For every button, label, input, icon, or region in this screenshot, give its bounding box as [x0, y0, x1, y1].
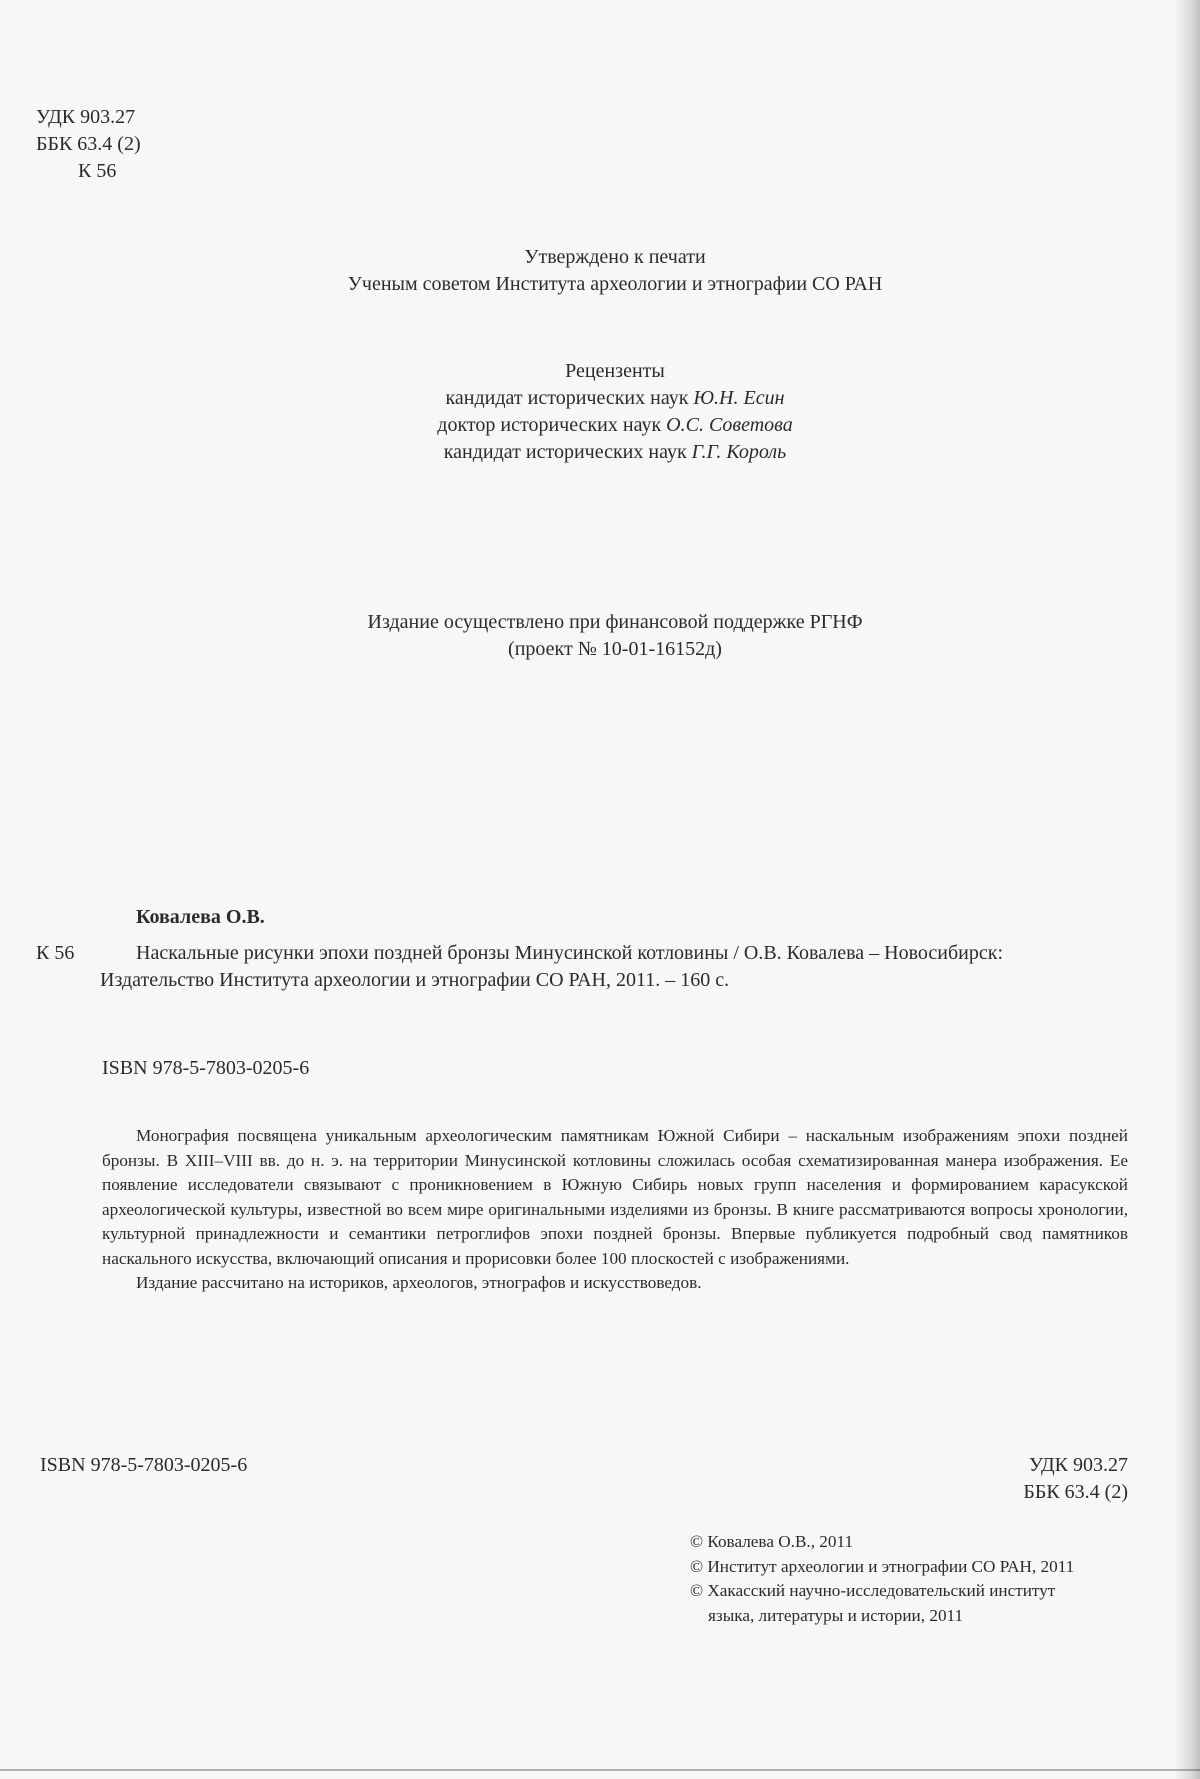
- catalog-codes-bottom: [1023, 1452, 1128, 1506]
- reviewer-1: кандидат исторических наук Ю.Н. Есин: [445, 387, 785, 409]
- bib-line-1: Наскальные рисунки эпохи поздней бронзы Минусинской котловины / О.В. Ковалева – Новосибирск:: [136, 942, 1004, 964]
- isbn-line: ISBN 978-5-7803-0205-6: [102, 1057, 310, 1079]
- reviewers-block: [0, 358, 1200, 466]
- bibliographic-description: [100, 940, 1126, 994]
- reviewer-3-name: Г.Г. Король: [691, 441, 787, 463]
- bib-author-mark: К 56: [36, 942, 75, 964]
- reviewers-heading: Рецензенты: [565, 360, 665, 382]
- funding-block: [0, 609, 1200, 663]
- isbn-bottom: ISBN 978-5-7803-0205-6: [40, 1454, 248, 1476]
- copyright-2: © Институт археологии и этнографии СО РАН, 2011: [690, 1556, 1075, 1576]
- page-edge-shadow: [1174, 0, 1200, 1779]
- udk-code: УДК 903.27: [36, 106, 136, 128]
- abstract-paragraph-1: Монография посвящена уникальным археологическим памятникам Южной Сибири – наскальным изображениям эпохи поздней бронзы. В XIII–VIII вв. до н. э. на территории Минусинской котловины сложилась особая схематизированная манера изображения. Ее появление исследователи связывают с проникновением в Южную Сибирь новых групп населения и формированием карасукской археологической культуры, известной во всем мире оригинальными изделиями из бронзы. В книге рассматриваются вопросы хронологии, культурной принадлежности и семантики петроглифов эпохи поздней бронзы. Впервые публикуется подробный свод памятников наскального искусства, включающий описания и прорисовки более 100 плоскостей с изображениями.: [102, 1126, 1128, 1268]
- bbk-code-bottom: ББК 63.4 (2): [1023, 1481, 1128, 1503]
- approval-line-2: Ученым советом Института археологии и этнографии СО РАН: [347, 273, 883, 295]
- funding-line-2: (проект № 10-01-16152д): [508, 638, 722, 660]
- approval-block: [0, 244, 1200, 298]
- approval-line-1: Утверждено к печати: [524, 246, 706, 268]
- funding-line-1: Издание осуществлено при финансовой поддержке РГНФ: [367, 611, 863, 633]
- reviewer-2: доктор исторических наук О.С. Советова: [437, 414, 793, 436]
- copyright-block: [690, 1530, 1130, 1628]
- bbk-code: ББК 63.4 (2): [36, 133, 141, 155]
- copyright-1: © Ковалева О.В., 2011: [690, 1532, 854, 1551]
- reviewer-2-name: О.С. Советова: [666, 414, 793, 436]
- bib-line-2: Издательство Института археологии и этнографии СО РАН, 2011. – 160 с.: [100, 969, 730, 991]
- copyright-3: © Хакасский научно-исследовательский институт: [690, 1581, 1056, 1600]
- copyright-3-cont: языка, литературы и истории, 2011: [708, 1605, 964, 1625]
- page-bottom-edge: [0, 1769, 1200, 1771]
- author-name: Ковалева О.В.: [136, 906, 265, 928]
- abstract-paragraph-2: Издание рассчитано на историков, археологов, этнографов и искусствоведов.: [136, 1273, 702, 1292]
- catalog-codes: [36, 104, 141, 185]
- author-mark: К 56: [78, 160, 117, 182]
- abstract: [102, 1124, 1128, 1296]
- reviewer-3: кандидат исторических наук Г.Г. Король: [443, 441, 787, 463]
- udk-code-bottom: УДК 903.27: [1028, 1454, 1128, 1476]
- reviewer-1-name: Ю.Н. Есин: [693, 387, 785, 409]
